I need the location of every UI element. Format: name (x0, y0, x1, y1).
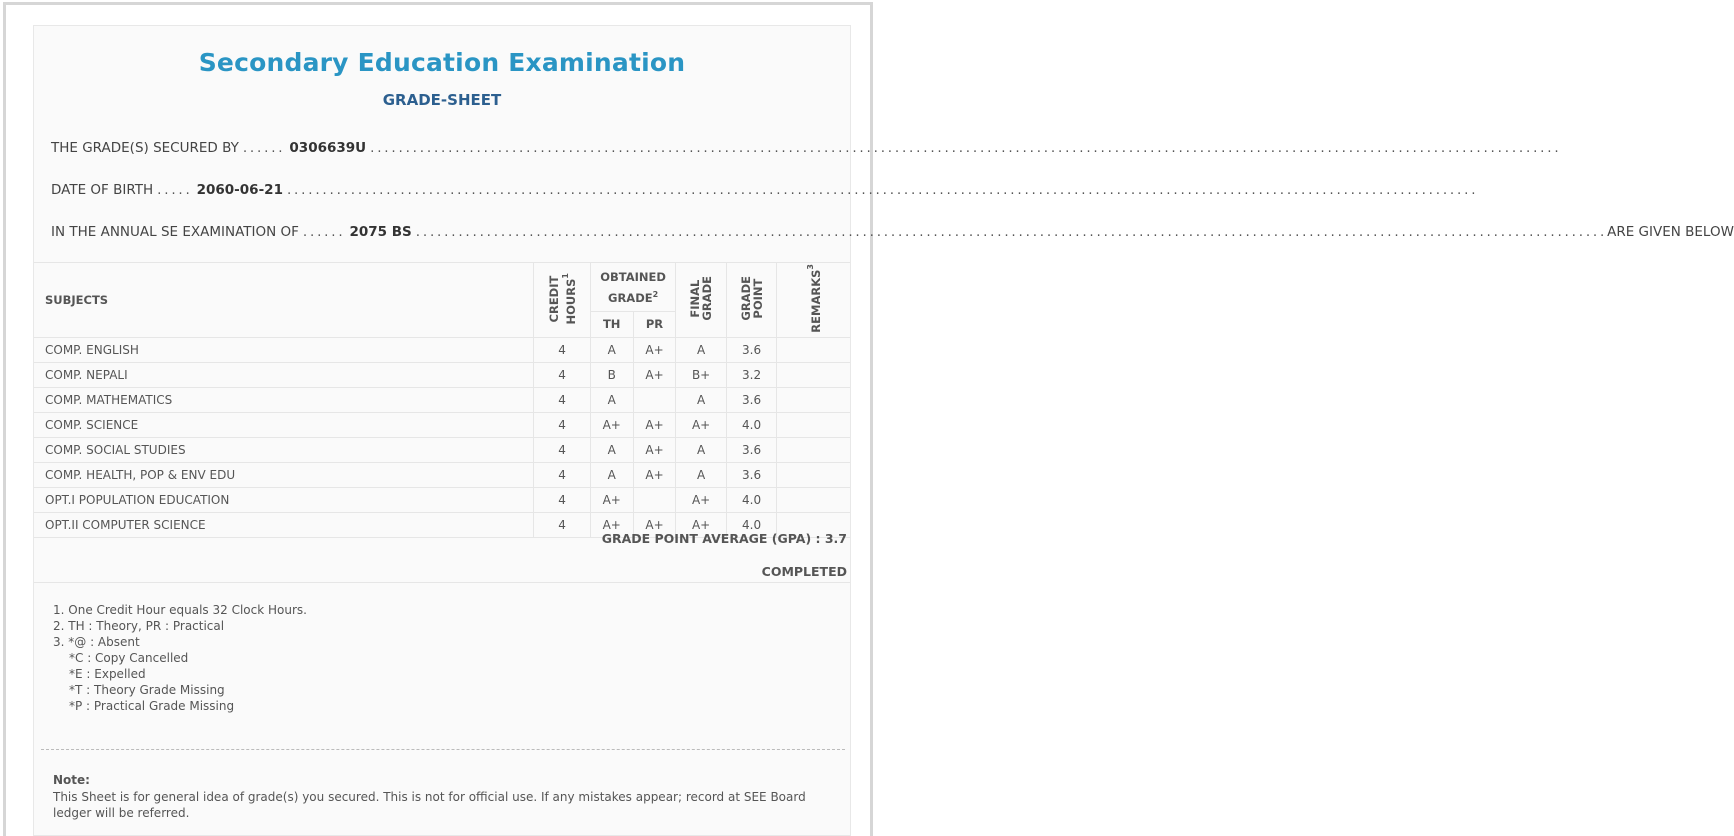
subject-cell: COMP. NEPALI (34, 362, 534, 387)
grades-table (34, 262, 850, 538)
subjects-header: SUBJECTS (34, 263, 534, 338)
footnote-item: 3. *@ : Absent (53, 635, 140, 649)
final-grade-cell: A+ (676, 412, 726, 437)
credit-cell: 4 (534, 362, 590, 387)
pr-grade-cell: A+ (633, 512, 676, 537)
note-text: This Sheet is for general idea of grade(s) you secured. This is not for official use. If any mistakes appear; record at SEE Board ledger will be referred. (53, 790, 806, 820)
final-grade-cell: A+ (676, 487, 726, 512)
remarks-cell (777, 462, 850, 487)
exam-line (51, 222, 1734, 242)
credit-cell: 4 (534, 337, 590, 362)
footnote-item: *C : Copy Cancelled (69, 651, 189, 665)
credit-cell: 4 (534, 387, 590, 412)
pr-grade-cell: A+ (633, 462, 676, 487)
grade-point-cell: 3.6 (726, 437, 776, 462)
footnotes (53, 602, 307, 714)
page-title: Secondary Education Examination (198, 48, 686, 77)
th-grade-cell: B (590, 362, 633, 387)
grade-point-cell: 3.6 (726, 337, 776, 362)
pr-grade-cell: A+ (633, 412, 676, 437)
credit-cell: 4 (534, 462, 590, 487)
final-grade-header: FINAL GRADE (676, 263, 726, 338)
dashed-divider (41, 749, 845, 750)
remarks-cell (777, 412, 850, 437)
table-row (34, 437, 850, 462)
remarks-cell (777, 437, 850, 462)
pr-header: PR (633, 312, 676, 338)
remarks-cell (777, 337, 850, 362)
symbol-number: 0306639U (289, 140, 367, 156)
grade-point-cell: 4.0 (726, 412, 776, 437)
remarks-cell (777, 487, 850, 512)
pr-grade-cell: A+ (633, 362, 676, 387)
credit-cell: 4 (534, 512, 590, 537)
secured-by-label: THE GRADE(S) SECURED BY (51, 140, 239, 156)
th-grade-cell: A+ (590, 412, 633, 437)
credit-hours-header: CREDIT HOURS$^1$ (534, 263, 590, 338)
grade-point-cell: 3.6 (726, 387, 776, 412)
th-grade-cell: A+ (590, 487, 633, 512)
secured-by-line (51, 138, 1562, 158)
table-header-row (34, 263, 850, 312)
final-grade-cell: A (676, 387, 726, 412)
grade-point-cell: 3.6 (726, 462, 776, 487)
th-grade-cell: A+ (590, 512, 633, 537)
remarks-header: REMARKS$^3$ (777, 263, 850, 338)
pr-grade-cell (633, 387, 676, 412)
exam-label: IN THE ANNUAL SE EXAMINATION OF (51, 224, 299, 240)
subject-cell: COMP. SCIENCE (34, 412, 534, 437)
table-row (34, 387, 850, 412)
final-grade-cell: A (676, 437, 726, 462)
dob-line (51, 180, 1479, 200)
obtained-grade-header: OBTAINED GRADE$^2$ (590, 263, 676, 312)
pr-grade-cell (633, 487, 676, 512)
final-grade-cell: B+ (676, 362, 726, 387)
page-subtitle: GRADE-SHEET (382, 91, 502, 109)
subject-cell: COMP. HEALTH, POP & ENV EDU (34, 462, 534, 487)
subject-cell: OPT.I POPULATION EDUCATION (34, 487, 534, 512)
date-of-birth: 2060-06-21 (196, 182, 283, 198)
grade-sheet (33, 25, 1734, 836)
footnote-item: *T : Theory Grade Missing (69, 683, 225, 697)
gpa-value: GRADE POINT AVERAGE (GPA) : 3.7 (601, 531, 847, 546)
th-header: TH (590, 312, 633, 338)
th-grade-cell: A (590, 387, 633, 412)
th-grade-cell: A (590, 462, 633, 487)
secured-by-fill-dots: ........................................................................................................................................................................ (370, 140, 1562, 156)
pr-grade-cell: A+ (633, 437, 676, 462)
exam-fill-dots: ........................................................................................................................................................................ (415, 224, 1608, 240)
table-row (34, 412, 850, 437)
exam-dots: ...... (302, 224, 346, 240)
footnote-item: *E : Expelled (69, 667, 146, 681)
th-grade-cell: A (590, 437, 633, 462)
grade-point-cell: 3.2 (726, 362, 776, 387)
result-status: COMPLETED (761, 564, 847, 579)
note-heading: Note: (53, 773, 90, 787)
exam-year: 2075 BS (349, 224, 412, 240)
footnote-item: 1. One Credit Hour equals 32 Clock Hours. (53, 603, 307, 617)
dob-dots: ..... (157, 182, 193, 198)
credit-cell: 4 (534, 437, 590, 462)
remarks-cell (777, 362, 850, 387)
table-row (34, 462, 850, 487)
credit-cell: 4 (534, 487, 590, 512)
table-row (34, 487, 850, 512)
grade-point-cell: 4.0 (726, 487, 776, 512)
secured-by-dots: ...... (242, 140, 286, 156)
grade-point-header: GRADE POINT (726, 263, 776, 338)
remarks-cell (777, 387, 850, 412)
exam-tail: ARE GIVEN BELOW (1607, 224, 1734, 240)
pr-grade-cell: A+ (633, 337, 676, 362)
final-grade-cell: A (676, 337, 726, 362)
subject-cell: COMP. ENGLISH (34, 337, 534, 362)
subject-cell: COMP. SOCIAL STUDIES (34, 437, 534, 462)
final-grade-cell: A+ (676, 512, 726, 537)
divider (34, 582, 850, 583)
footnote-item: 2. TH : Theory, PR : Practical (53, 619, 225, 633)
table-row (34, 337, 850, 362)
th-grade-cell: A (590, 337, 633, 362)
dob-fill-dots: ........................................................................................................................................................................ (286, 182, 1479, 198)
subject-cell: COMP. MATHEMATICS (34, 387, 534, 412)
credit-cell: 4 (534, 412, 590, 437)
dob-label: DATE OF BIRTH (51, 182, 154, 198)
subject-cell: OPT.II COMPUTER SCIENCE (34, 512, 534, 537)
final-grade-cell: A (676, 462, 726, 487)
grade-point-cell: 4.0 (726, 512, 776, 537)
footnote-item: *P : Practical Grade Missing (69, 699, 235, 713)
table-row (34, 362, 850, 387)
